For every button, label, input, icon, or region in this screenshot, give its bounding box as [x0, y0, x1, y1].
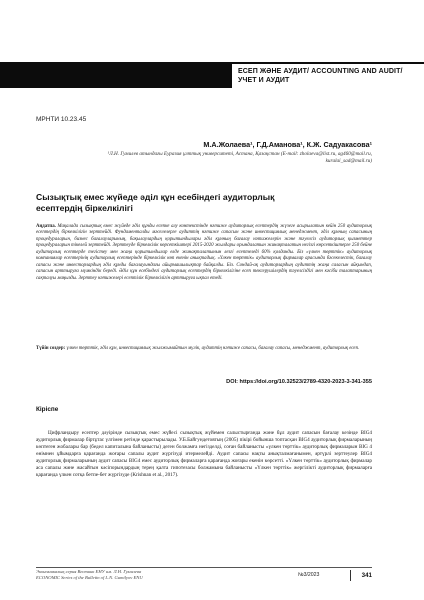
abstract: [36, 224, 372, 282]
section-header: ЕСЕП ЖӘНЕ АУДИТ/ ACCOUNTING AND AUDIT/ УЧЕТ И АУДИТ: [238, 68, 403, 84]
footer-issue: №3/2023: [298, 572, 320, 578]
footer-journal: Экономикалық серия Вестник ЕНУ им. Л.Н. Гумилева ECONOMIC Series of the Bulletin of L.N. Gumilyov ENU: [36, 569, 143, 580]
abstract-text: Мақалада сызықтық емес жүйеде әділ құнды есепке алу контекстінде нәтиже аудиторлық есептердің жүзеге асырылатын кейін 250 аудиторлық есептердің біркелкілігін зерттейді. Фундаменталды мәселелерге аудиттің нәтиже сапасын және инвестициялық менеджмент, әділ құнның сапасының процедураларын, бизнес бағалауларының, бақылаулардың қорытындылары әділ құнның бағалау нәтижелерін және тәуелсіз аудиторлық қызметтер процедураларын тікелей зерттейді. Зерттеуде біркелкілік көрсеткіштері 2015-2020 жылдары орындалатын жинақталатын негізгі көрсеткіштерге 250 бейне аудиторлық есептерде тегістеу мен жаңа қорытындылар елде жинақталатынын лезгі есептеледі 60% қолданды. Біз «үлкен төрттік» аудиторлық компаниялар есептерінің аудиторлық есептерінде біркелкілік көп екенін анықтадық. «Үлкен төрттік» аудиторлық фирмалар арасында бәсекелестік, бағалау сапасы және инвесторлардың әділ құнды бағалауындағы айырмашылықтар байқалды. Біз. Сондай-ақ аудиторлардың аудиттің жаңа саласын айқындап, сапасын арттыруға мүмкіндік береді. Әділ құн есебіндегі аудиторлық есептердің біркелкілігіне есеп тексерушілердің тәуелсіздігі мен кәсіби талаптарының сақталуы маңызды. Зерттеу нәтижелері есептілік біркелкілігін арттыруға ықпал етеді.: [36, 224, 372, 281]
keywords-label: Түйін сөздер:: [36, 346, 66, 351]
header-black-block: [0, 62, 232, 88]
doi-link[interactable]: DOI: https://doi.org/10.32523/2789-4320-2023-3-341-355: [226, 379, 372, 385]
article-title: Сызықтық емес жүйеде әділ құн есебіндегі аудиторлық есептердің біркелкілігі: [36, 192, 275, 213]
keywords-text: үлкен төрттік, әділ құн, инвестициялық жылжымайтын мүлік, аудиттің нәтиже сапасы, бағалау сапасы, менеджмент, аудиторлық есеп.: [66, 346, 360, 351]
abstract-label: Аңдатпа.: [36, 224, 56, 229]
intro-heading: Кіріспе: [36, 406, 59, 413]
author-affiliation: ¹Л.Н. Гумилев атындағы Еуразия ұлттық университеті, Астана, Қазақстан (E-mail: zholaeva@list.ru, ag460@mail.ru, kuralai_sad@mail.ru): [107, 151, 372, 164]
page-number: 341: [350, 570, 372, 581]
header-rule: [232, 62, 424, 64]
author-list: М.А.Жолаева¹, Г.Д.Аманова¹, К.Ж. Садуакасова¹: [203, 140, 372, 149]
intro-body: [36, 430, 372, 479]
keywords: [36, 346, 372, 352]
footer-rule: [36, 567, 372, 568]
mrnti-code: МРНТИ 10.23.45: [36, 116, 87, 123]
intro-paragraph: Цифрландыру есептер дәуірінде сызықтық емес жүйесі сызықтық жүйемен салыстырғанда және бұл аудит сапасын бағалау кезінде BIG4 аудиторлық фирмалар біртұтас үлгімен ретінде қарастырылады. У.Б.Байгундетовтың (2005) пікірі бойынша топтасқан BIG4 аудиторлық фирмаларының көптеген жобалары бар (бедел капиталына байланысты) деген болжамға негізделді, соған байланысты «үлкен төрттік» аудиторлық фирмаларын BIG 4 өнімнен ұйымдарға қарағанда жоғары сапалы аудит жүргізуді итермелейді. Аудит сапасы нақты анықталмағанымен, әртүрлі зерттеулер BIG4 аудиторлық фирмаларының аудит сапасы BIG4 емес аудиторлық фирмаларға қарағанда жоғары екенін көрсетті. «Үлкен төрттік» аудиторлық фирмалар аса сапалы және жасайтын кәсіпорындардың терең қалта гипотезасы болжамына байланысты «Үлкен төрттік» жергілікті аудиторлық фирмаларға қарағанда үлкен сотқа бетпе-бет жүргізуде (Krishnan et al., 2017).: [36, 430, 372, 479]
